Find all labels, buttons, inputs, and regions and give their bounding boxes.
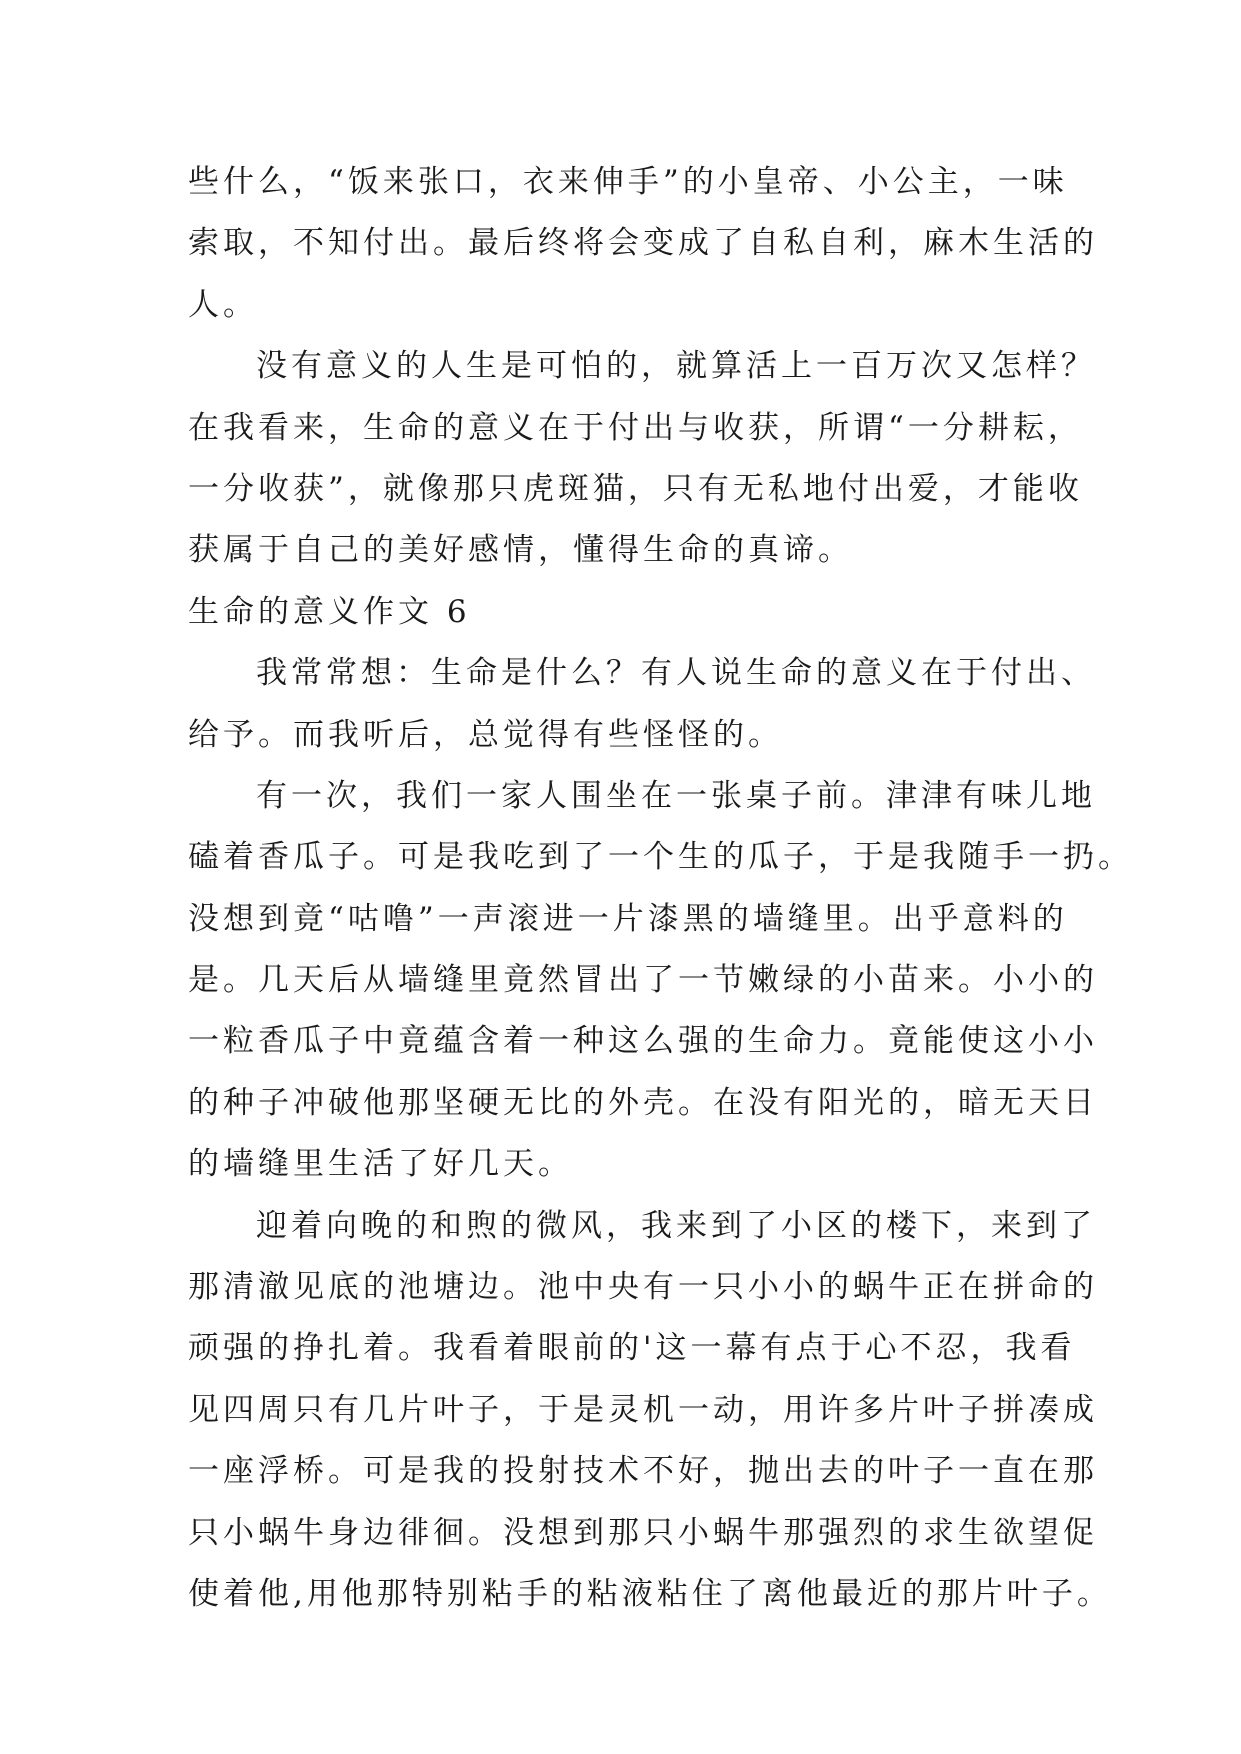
- text-line: 没有意义的人生是可怕的，就算活上一百万次又怎样？: [256, 348, 1096, 385]
- text-line: 在我看来，生命的意义在于付出与收获，所谓“一分耕耘，: [188, 409, 1083, 446]
- text-line: 些什么，“饭来张口，衣来伸手”的小皇帝、小公主，一味: [188, 164, 1068, 200]
- text-line: 一粒香瓜子中竟蕴含着一种这么强的生命力。竟能使这小小: [188, 1023, 1098, 1060]
- text-line: 只小蜗牛身边徘徊。没想到那只小蜗牛那强烈的求生欲望促: [188, 1514, 1098, 1551]
- section-heading: [188, 582, 1068, 643]
- text-line: 有一次，我们一家人围坐在一张桌子前。津津有味儿地: [256, 777, 1096, 814]
- paragraph-continued: [188, 152, 1098, 336]
- text-line: 给予。而我听后，总觉得有些怪怪的。: [188, 716, 783, 753]
- text-line: 获属于自己的美好感情，懂得生命的真谛。: [188, 532, 853, 569]
- document-body: [188, 152, 1133, 1625]
- text-line: 磕着香瓜子。可是我吃到了一个生的瓜子，于是我随手一扔。: [188, 839, 1133, 876]
- text-line: 的墙缝里生活了好几天。: [188, 1146, 573, 1183]
- text-line: 见四周只有几片叶子，于是灵机一动，用许多片叶子拼凑成: [188, 1391, 1098, 1428]
- text-line: 的种子冲破他那坚硬无比的外壳。在没有阳光的，暗无天日: [188, 1084, 1098, 1121]
- paragraph-what-is-life: [188, 643, 1096, 766]
- paragraph-meaningless-life: [188, 336, 1096, 582]
- text-line: 一分收获”，就像那只虎斑猫，只有无私地付出爱，才能收: [188, 470, 1083, 507]
- text-line: 是。几天后从墙缝里竟然冒出了一节嫩绿的小苗来。小小的: [188, 962, 1098, 999]
- text-line: 使着他,用他那特别粘手的粘液粘住了离他最近的那片叶子。: [188, 1575, 1112, 1612]
- paragraph-melon-seed: [188, 766, 1133, 1196]
- heading-text: 生命的意义作文 6: [188, 593, 471, 630]
- text-line: 没想到竟“咕噜”一声滚进一片漆黑的墙缝里。出乎意料的: [188, 900, 1068, 937]
- text-line: 索取，不知付出。最后终将会变成了自私自利，麻木生活的: [188, 225, 1098, 262]
- text-line: 顽强的挣扎着。我看着眼前的'这一幕有点于心不忍，我看: [188, 1330, 1076, 1367]
- text-line: 人。: [188, 286, 258, 323]
- text-line: 那清澈见底的池塘边。池中央有一只小小的蜗牛正在拼命的: [188, 1269, 1098, 1306]
- text-line: 一座浮桥。可是我的投射技术不好，抛出去的叶子一直在那: [188, 1453, 1098, 1490]
- paragraph-snail: [188, 1196, 1112, 1626]
- text-line: 我常常想：生命是什么？有人说生命的意义在于付出、: [256, 655, 1096, 692]
- text-line: 迎着向晚的和煦的微风，我来到了小区的楼下，来到了: [256, 1207, 1096, 1244]
